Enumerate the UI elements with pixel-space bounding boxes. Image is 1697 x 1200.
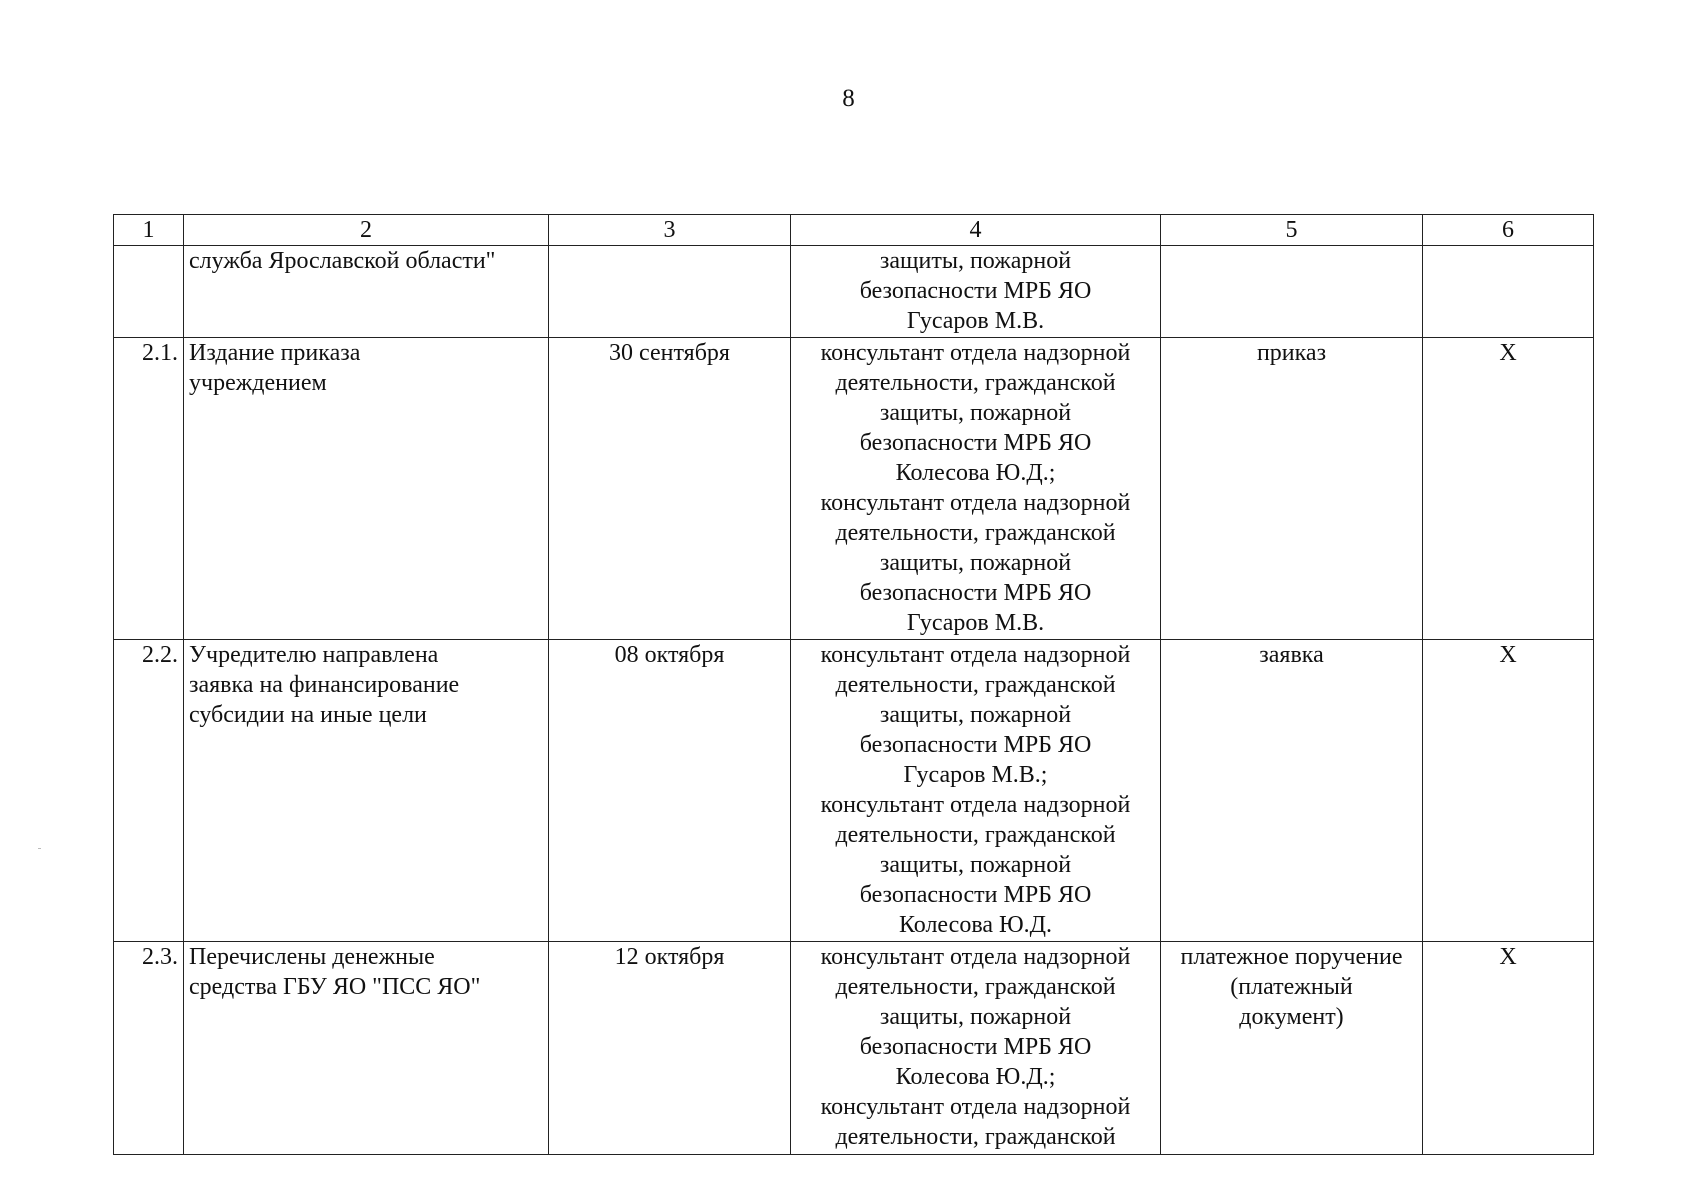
cell-text-line: субсидии на иные цели	[189, 702, 427, 728]
deadline-cell: 08 октября	[549, 640, 791, 942]
document-cell	[1161, 338, 1423, 640]
cell-text-line: Колесова Ю.Д.;	[895, 460, 1056, 486]
cell-text-line: защиты, пожарной	[879, 248, 1072, 274]
cell-text-line: деятельности, гражданской	[835, 822, 1116, 848]
cell-text-line: безопасности МРБ ЯО	[859, 1034, 1092, 1060]
cell-text-line: Колесова Ю.Д.	[898, 912, 1053, 938]
document-cell	[1161, 246, 1423, 338]
scan-speck	[38, 848, 41, 849]
cell-text-line: Колесова Ю.Д.;	[895, 1064, 1056, 1090]
row-number-cell: 2.2.	[114, 640, 184, 942]
cell-text-line: документ)	[1239, 1004, 1344, 1030]
cell-text-line: консультант отдела надзорной	[820, 792, 1131, 818]
cell-text-line: служба Ярославской области"	[189, 248, 496, 274]
cell-text-line: консультант отдела надзорной	[820, 642, 1131, 668]
cell-text-line: безопасности МРБ ЯО	[859, 278, 1092, 304]
cell-text-line: Гусаров М.В.	[906, 308, 1045, 334]
cell-text-line: защиты, пожарной	[879, 550, 1072, 576]
cell-text-line: платежное поручение	[1180, 944, 1403, 970]
cell-text-line: защиты, пожарной	[879, 1004, 1072, 1030]
table-row	[114, 640, 1594, 942]
document-cell	[1161, 942, 1423, 1155]
cell-text-line: Гусаров М.В.	[906, 610, 1045, 636]
column-header: 4	[791, 215, 1161, 246]
cell-text-line: Издание приказа	[189, 340, 361, 366]
responsible-cell	[791, 338, 1161, 640]
column-header: 3	[549, 215, 791, 246]
table-header-row	[114, 215, 1594, 246]
activity-name-cell	[184, 246, 549, 338]
deadline-cell	[549, 246, 791, 338]
table-row	[114, 942, 1594, 1155]
document-cell	[1161, 640, 1423, 942]
cell-text-line: защиты, пожарной	[879, 400, 1072, 426]
cell-text-line: деятельности, гражданской	[835, 520, 1116, 546]
cell-text-line: консультант отдела надзорной	[820, 340, 1131, 366]
column-header: 6	[1423, 215, 1594, 246]
responsible-cell	[791, 942, 1161, 1155]
cell-text-line: консультант отдела надзорной	[820, 1094, 1131, 1120]
cell-text-line: деятельности, гражданской	[835, 974, 1116, 1000]
cell-text-line: безопасности МРБ ЯО	[859, 580, 1092, 606]
cell-text-line: деятельности, гражданской	[835, 370, 1116, 396]
activity-name-cell	[184, 640, 549, 942]
cell-text-line: средства ГБУ ЯО "ПСС ЯО"	[189, 974, 481, 1000]
table-row	[114, 338, 1594, 640]
column-header: 1	[114, 215, 184, 246]
mark-cell: Х	[1423, 640, 1594, 942]
row-number-cell: 2.3.	[114, 942, 184, 1155]
cell-text-line: деятельности, гражданской	[835, 1124, 1116, 1150]
mark-cell: Х	[1423, 338, 1594, 640]
activity-name-cell	[184, 338, 549, 640]
cell-text-line: деятельности, гражданской	[835, 672, 1116, 698]
cell-text-line: учреждением	[189, 370, 327, 396]
cell-text-line: Учредителю направлена	[189, 642, 439, 668]
cell-text-line: безопасности МРБ ЯО	[859, 430, 1092, 456]
column-header: 5	[1161, 215, 1423, 246]
responsible-cell	[791, 640, 1161, 942]
cell-text-line: (платежный	[1230, 974, 1353, 1000]
deadline-cell: 30 сентября	[549, 338, 791, 640]
plan-table	[113, 214, 1594, 1155]
responsible-cell	[791, 246, 1161, 338]
cell-text-line: консультант отдела надзорной	[820, 944, 1131, 970]
cell-text-line: Гусаров М.В.;	[903, 762, 1048, 788]
column-header: 2	[184, 215, 549, 246]
deadline-cell: 12 октября	[549, 942, 791, 1155]
cell-text-line: заявка на финансирование	[189, 672, 460, 698]
cell-text-line: Перечислены денежные	[189, 944, 435, 970]
row-number-cell	[114, 246, 184, 338]
cell-text-line: приказ	[1256, 340, 1327, 366]
cell-text-line: защиты, пожарной	[879, 702, 1072, 728]
row-number-cell: 2.1.	[114, 338, 184, 640]
mark-cell: Х	[1423, 942, 1594, 1155]
cell-text-line: безопасности МРБ ЯО	[859, 882, 1092, 908]
mark-cell	[1423, 246, 1594, 338]
table-row	[114, 246, 1594, 338]
cell-text-line: заявка	[1259, 642, 1324, 668]
page-number: 8	[842, 85, 855, 112]
cell-text-line: защиты, пожарной	[879, 852, 1072, 878]
activity-name-cell	[184, 942, 549, 1155]
cell-text-line: безопасности МРБ ЯО	[859, 732, 1092, 758]
cell-text-line: консультант отдела надзорной	[820, 490, 1131, 516]
